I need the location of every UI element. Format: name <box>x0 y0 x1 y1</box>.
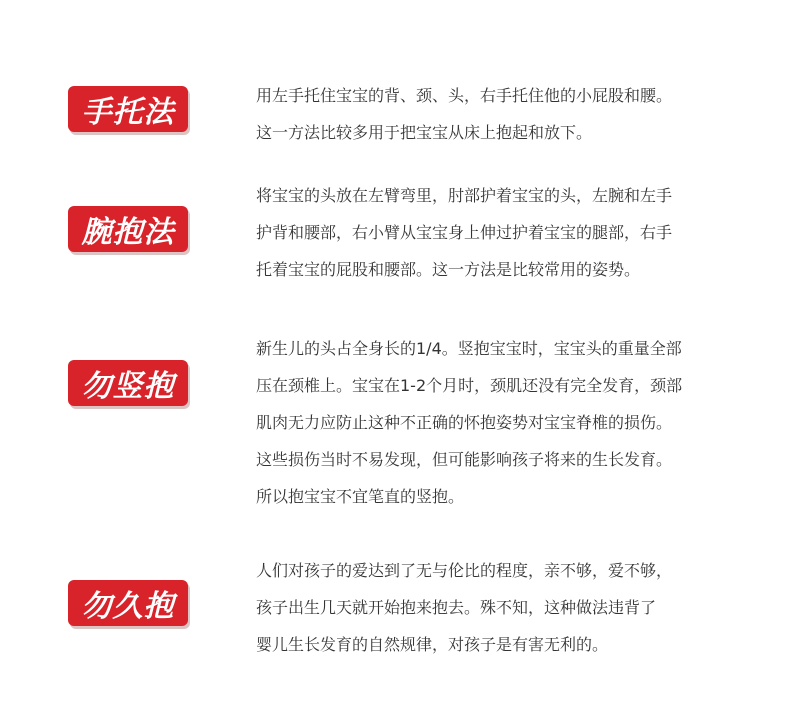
section-tag-label: 手托法 <box>81 95 175 130</box>
section-tag <box>68 86 188 132</box>
paragraph-line: 这些损伤当时不易发现，但可能影响孩子将来的生长发育。 <box>256 450 673 469</box>
paragraph-line: 压在颈椎上。宝宝在1-2个月时，颈肌还没有完全发育，颈部 <box>256 376 683 395</box>
section-tag-label: 勿久抱 <box>81 589 175 624</box>
section-paragraph <box>256 561 756 672</box>
paragraph-line: 所以抱宝宝不宜笔直的竖抱。 <box>256 487 465 506</box>
paragraph-line: 这一方法比较多用于把宝宝从床上抱起和放下。 <box>256 123 593 142</box>
section-tag-label: 腕抱法 <box>81 215 175 250</box>
section-tag-label: 勿竖抱 <box>81 369 175 404</box>
section-tag <box>68 360 188 406</box>
section-tag <box>68 580 188 626</box>
section-tag <box>68 206 188 252</box>
section-paragraph <box>256 339 756 524</box>
section-paragraph <box>256 186 756 297</box>
paragraph-line: 将宝宝的头放在左臂弯里，肘部护着宝宝的头，左腕和左手 <box>256 186 673 205</box>
paragraph-line: 护背和腰部，右小臂从宝宝身上伸过护着宝宝的腿部，右手 <box>256 223 673 242</box>
paragraph-line: 婴儿生长发育的自然规律，对孩子是有害无利的。 <box>256 635 609 654</box>
section-paragraph <box>256 86 756 160</box>
paragraph-line: 新生儿的头占全身长的1/4。竖抱宝宝时，宝宝头的重量全部 <box>256 339 682 358</box>
paragraph-line: 人们对孩子的爱达到了无与伦比的程度，亲不够，爱不够， <box>256 561 673 580</box>
paragraph-line: 孩子出生几天就开始抱来抱去。殊不知，这种做法违背了 <box>256 598 657 617</box>
paragraph-line: 托着宝宝的屁股和腰部。这一方法是比较常用的姿势。 <box>256 260 641 279</box>
paragraph-line: 肌肉无力应防止这种不正确的怀抱姿势对宝宝脊椎的损伤。 <box>256 413 673 432</box>
paragraph-line: 用左手托住宝宝的背、颈、头，右手托住他的小屁股和腰。 <box>256 86 673 105</box>
